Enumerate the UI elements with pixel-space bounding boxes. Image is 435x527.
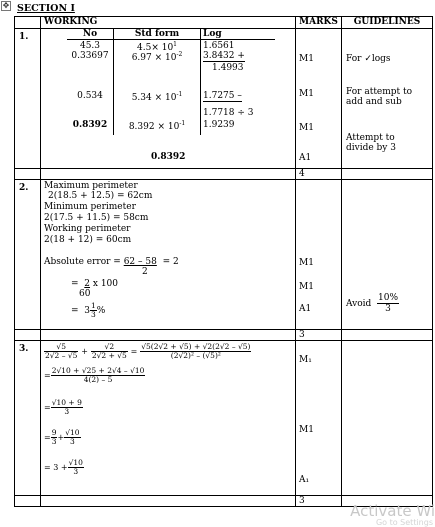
question-3-total: 3 [296, 496, 342, 507]
working-line: 2(17.5 + 11.5) = 58cm [44, 213, 149, 223]
question-3-guidelines [342, 341, 433, 496]
question-2-row [15, 180, 433, 330]
question-1-guidelines [342, 29, 433, 169]
question-2-working [41, 180, 296, 330]
expression-line: = $\frac{√10 + 9}{3}$ [44, 398, 82, 416]
question-number: 2. [15, 180, 41, 330]
log-cell: 1.7275 – [203, 91, 242, 101]
log-cell: 45.3 [79, 41, 101, 51]
mark: A1 [299, 304, 312, 314]
log-table-header-std-form: Std form [134, 29, 180, 39]
question-3-marks [296, 341, 342, 496]
log-cell: $5.34 \times 10^{-1}$ [131, 91, 183, 103]
question-2-total-row [15, 330, 433, 341]
mark: M1 [299, 425, 314, 435]
question-number: 1. [15, 29, 41, 169]
question-1-total-row [15, 169, 433, 180]
percentage-result: = 3 $\frac{1}{3}$ % [71, 301, 106, 319]
activation-watermark-title: Activate Wi [350, 502, 435, 520]
expression-line: $\frac{√5}{2√2 - √5}$ + $\frac{√2}{2√2 + √5}$ = $\frac{√5(2√2 + √5) + √2(2√2 - √5)}{\text{(2√2)² – (√5)²}}$ [45, 342, 251, 360]
question-3-working [41, 341, 296, 496]
absolute-error-denominator: 2 [142, 267, 148, 277]
question-2-guidelines [342, 180, 433, 330]
question-1-working [41, 29, 296, 169]
header-row [15, 17, 433, 29]
mark: M1 [299, 89, 314, 99]
percentage-denominator: 60 [79, 289, 91, 299]
working-header: WORKING [41, 17, 296, 29]
log-cell: 1.4993 [212, 63, 244, 73]
log-cell: 3.8432 + [203, 51, 245, 61]
absolute-error-line: Absolute error = 62 – 58 = 2 [44, 257, 179, 267]
question-number: 3. [15, 341, 41, 496]
working-line: 2(18 + 12) = 60cm [44, 235, 132, 245]
guideline: Avoid $\frac{10\%}{3}$ [346, 293, 399, 314]
log-cell: $8.392 \times 10^{-1}$ [128, 120, 186, 132]
guideline: For attempt to add and sub [346, 87, 413, 107]
mark: M1 [299, 123, 314, 133]
mark: M1 [299, 282, 314, 292]
question-2-total: 3 [296, 330, 342, 341]
mark: A₁ [299, 475, 310, 485]
working-line: Minimum perimeter [44, 202, 136, 212]
mark: M1 [299, 258, 314, 268]
marks-header: MARKS [296, 17, 342, 29]
log-cell: 1.6561 [203, 41, 235, 51]
log-cell: 0.33697 [71, 51, 109, 61]
log-cell: 1.9239 [203, 120, 235, 130]
log-cell: $6.97 \times 10^{-2}$ [131, 51, 183, 63]
question-1-answer: 0.8392 [151, 152, 186, 162]
question-1-total: 4 [296, 169, 342, 180]
table-move-icon[interactable]: ✥ [2, 1, 10, 10]
expression-line: = $\frac{9}{3}$ + $\frac{√10}{3}$ [44, 428, 80, 446]
guideline: Attempt to divide by 3 [346, 133, 396, 153]
percentage-line: = 2 x 100 [71, 279, 119, 289]
log-cell: $4.5\times 10^1$ [137, 41, 177, 53]
number-header [15, 17, 41, 29]
guideline: For ✓logs [346, 54, 391, 64]
log-table [67, 29, 275, 135]
working-line: Maximum perimeter [44, 181, 138, 191]
guidelines-header: GUIDELINES [342, 17, 433, 29]
question-2-marks [296, 180, 342, 330]
mark: M₁ [299, 355, 312, 365]
working-line: 2(18.5 + 12.5) = 62cm [48, 191, 153, 201]
log-cell: 1.7718 ÷ 3 [203, 108, 254, 118]
expression-line: = 3 + $\frac{√10}{3}$ [44, 458, 83, 476]
activation-watermark-subtitle: Go to Settings [375, 518, 433, 527]
log-table-header-no: No [82, 29, 98, 39]
log-table-header-log: Log [203, 29, 222, 39]
section-title: SECTION I [17, 3, 75, 14]
question-3-row [15, 341, 433, 496]
marking-scheme-table [14, 16, 433, 507]
mark: M1 [299, 54, 314, 64]
log-cell: 0.8392 [72, 120, 108, 130]
mark: A1 [299, 153, 312, 163]
expression-line: = $\frac{2√10 + √25 + 2√4 - √10}{4(2) - 5}$ [44, 366, 145, 384]
question-1-row [15, 29, 433, 169]
working-line: Working perimeter [44, 224, 131, 234]
log-cell: 0.534 [77, 91, 103, 101]
question-1-marks [296, 29, 342, 169]
